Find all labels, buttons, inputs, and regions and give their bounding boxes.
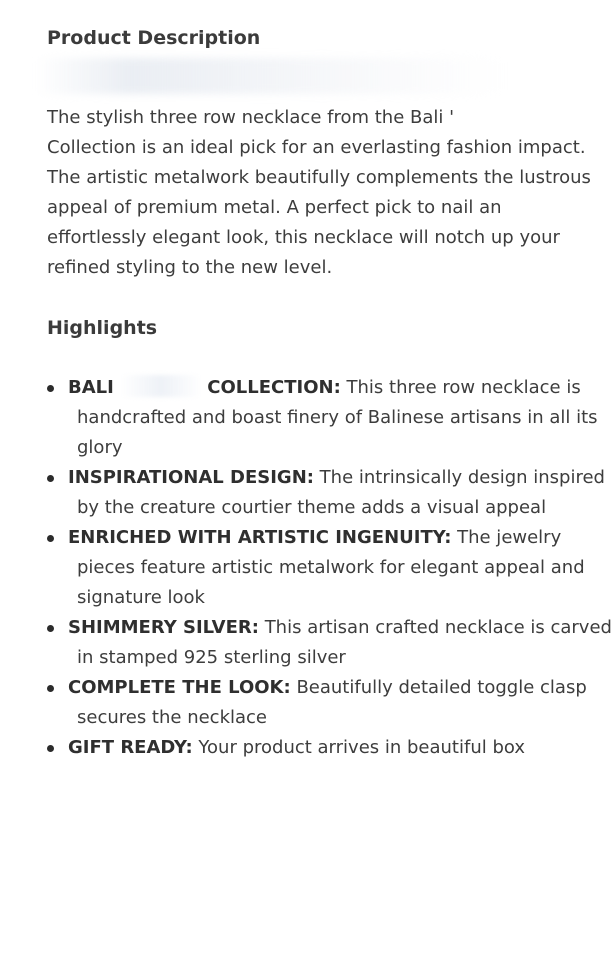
- highlight-item: [47, 733, 607, 763]
- description-line: The stylish three row necklace from the Bali ': [47, 107, 455, 128]
- bullet-icon: [47, 625, 54, 632]
- highlight-label: COMPLETE THE LOOK:: [68, 677, 291, 698]
- highlight-text: The intrinsically design inspired: [313, 467, 605, 488]
- highlight-first-line: [68, 463, 607, 493]
- highlight-label: ENRICHED WITH ARTISTIC INGENUITY:: [68, 527, 452, 548]
- highlight-text: handcrafted and boast finery of Balinese artisans in all its: [77, 407, 598, 428]
- highlight-text: in stamped 925 sterling silver: [77, 647, 346, 668]
- highlight-label: COLLECTION:: [207, 377, 341, 398]
- redacted-word: [120, 375, 202, 397]
- highlight-text: Beautifully detailed toggle clasp: [290, 677, 587, 698]
- highlight-first-line: [68, 613, 612, 643]
- highlight-first-line: [68, 733, 607, 763]
- highlight-text: signature look: [77, 587, 205, 608]
- bullet-icon: [47, 685, 54, 692]
- highlight-label: BALI: [68, 377, 114, 398]
- bullet-icon: [47, 475, 54, 482]
- highlight-first-line: [68, 523, 607, 553]
- highlight-text: pieces feature artistic metalwork for elegant appeal and: [77, 557, 585, 578]
- highlight-text: This artisan crafted necklace is carved: [258, 617, 612, 638]
- bullet-icon: [47, 745, 54, 752]
- highlight-text: Your product arrives in beautiful box: [192, 737, 525, 758]
- highlight-text: by the creature courtier theme adds a visual appeal: [77, 497, 547, 518]
- highlight-label: SHIMMERY SILVER:: [68, 617, 259, 638]
- highlight-item: [47, 373, 607, 463]
- highlight-item: [47, 673, 607, 733]
- highlight-label: GIFT READY:: [68, 737, 193, 758]
- highlight-item: [47, 463, 607, 523]
- bullet-icon: [47, 535, 54, 542]
- description-line: effortlessly elegant look, this necklace will notch up your: [47, 227, 560, 248]
- highlight-item: [47, 523, 607, 613]
- highlight-item: [47, 613, 612, 673]
- highlight-text: glory: [77, 437, 123, 458]
- redacted-area: [35, 58, 505, 94]
- highlight-first-line: [68, 373, 607, 403]
- highlights-list: [47, 373, 612, 763]
- highlight-text: secures the necklace: [77, 707, 268, 728]
- highlight-first-line: [68, 673, 607, 703]
- description-paragraph: [47, 103, 607, 283]
- highlight-text: The jewelry: [451, 527, 562, 548]
- description-line: Collection is an ideal pick for an everlasting fashion impact.: [47, 137, 586, 158]
- highlight-text: This three row necklace is: [340, 377, 581, 398]
- description-line: The artistic metalwork beautifully complements the lustrous: [47, 167, 591, 188]
- highlights-heading: Highlights: [47, 317, 158, 339]
- description-line: appeal of premium metal. A perfect pick to nail an: [47, 197, 502, 218]
- bullet-icon: [47, 385, 54, 392]
- description-heading: Product Description: [47, 27, 261, 49]
- description-line: refined styling to the new level.: [47, 257, 333, 278]
- highlight-label: INSPIRATIONAL DESIGN:: [68, 467, 314, 488]
